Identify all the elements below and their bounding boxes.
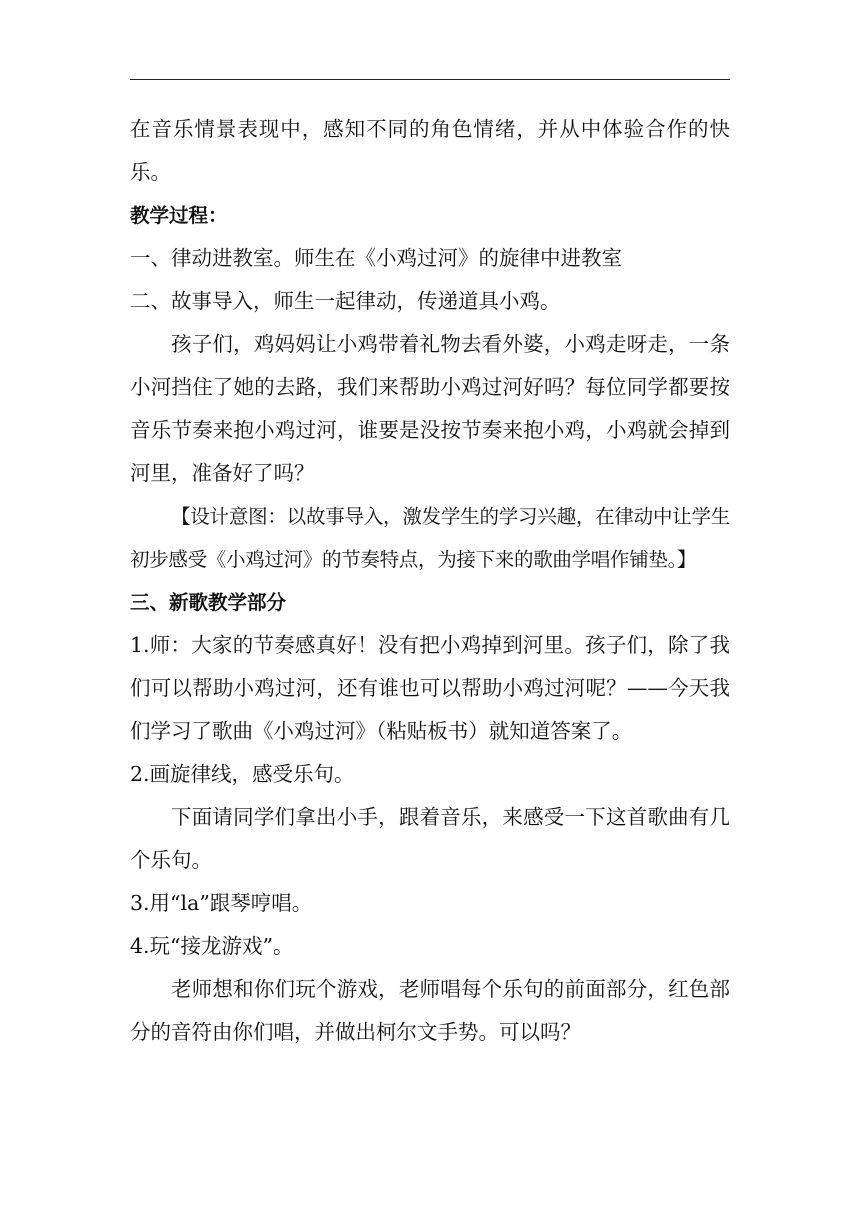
item-4: 4.玩“接龙游戏”。: [130, 934, 294, 958]
item-2-detail: 下面请同学们拿出小手，跟着音乐，来感受一下这首歌曲有几个乐句。: [130, 805, 730, 872]
design-intent: 【设计意图：以故事导入，激发学生的学习兴趣，在律动中让学生初步感受《小鸡过河》的节奏特点，为接下来的歌曲学唱作铺垫。】: [130, 505, 730, 571]
item-3: 3.用“la”跟琴哼唱。: [130, 891, 313, 915]
step-1: 一、律动进教室。师生在《小鸡过河》的旋律中进教室: [130, 246, 622, 270]
story-paragraph: 孩子们，鸡妈妈让小鸡带着礼物去看外婆，小鸡走呀走，一条小河挡住了她的去路，我们来帮助小鸡过河好吗？每位同学都要按音乐节奏来抱小鸡过河，谁要是没按节奏来抱小鸡，小鸡就会掉到河里，准备好了吗？: [130, 332, 730, 485]
intro-continuation: 在音乐情景表现中，感知不同的角色情绪，并从中体验合作的快乐。: [130, 117, 730, 184]
document-body: [130, 108, 730, 1054]
item-2: 2.画旋律线，感受乐句。: [130, 762, 355, 786]
header-rule: [130, 79, 730, 80]
step-2: 二、故事导入，师生一起律动，传递道具小鸡。: [130, 289, 561, 313]
process-heading: 教学过程：: [130, 204, 228, 227]
item-1: 1.师：大家的节奏感真好！没有把小鸡掉到河里。孩子们，除了我们可以帮助小鸡过河，还有谁也可以帮助小鸡过河呢？——今天我们学习了歌曲《小鸡过河》（粘贴板书）就知道答案了。: [130, 633, 730, 743]
section-3-heading: 三、新歌教学部分: [130, 591, 287, 614]
item-4-detail: 老师想和你们玩个游戏，老师唱每个乐句的前面部分，红色部分的音符由你们唱，并做出柯尔文手势。可以吗？: [130, 977, 730, 1044]
